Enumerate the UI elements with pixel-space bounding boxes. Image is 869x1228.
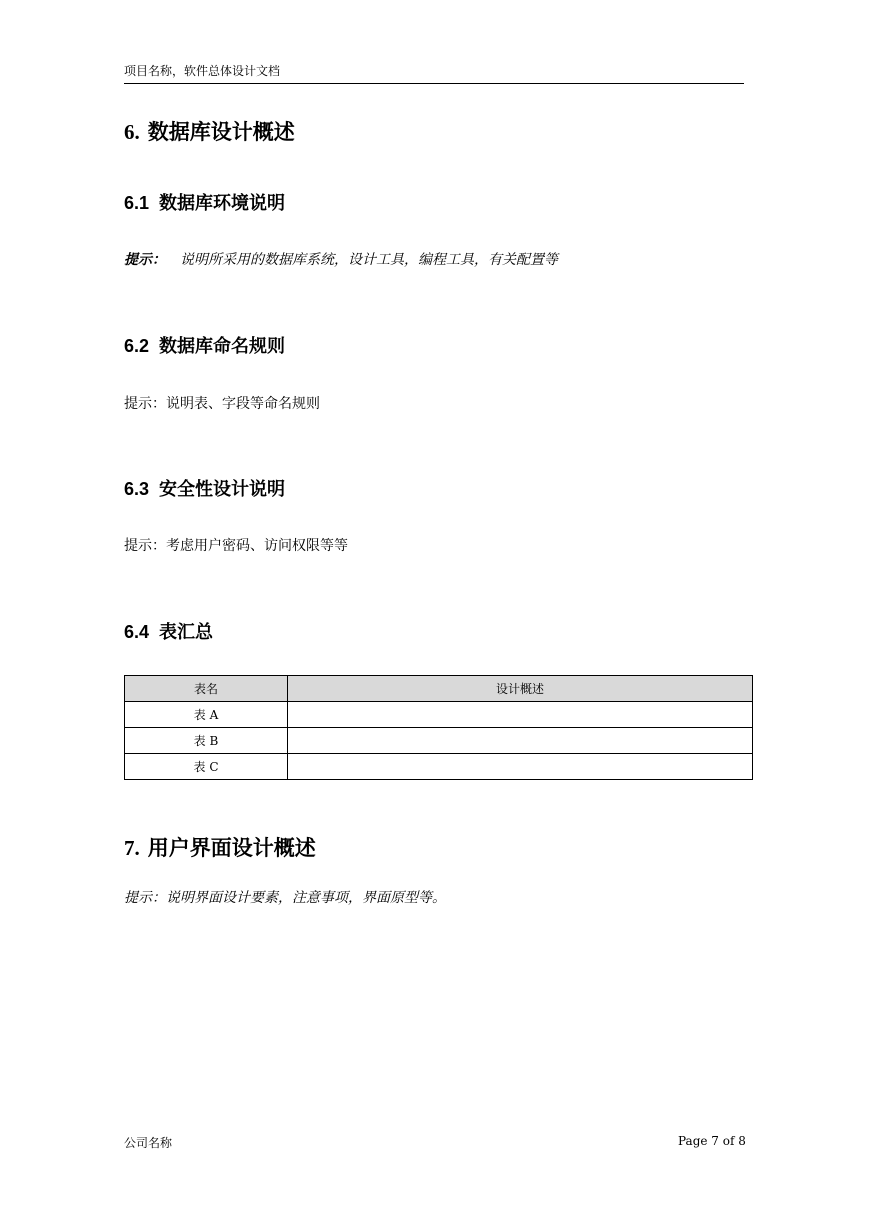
table-header-name: 表名: [125, 676, 288, 702]
hint-6-2: 提示：说明表、字段等命名规则: [124, 396, 320, 412]
header-text: 项目名称，软件总体设计文档: [124, 64, 281, 78]
table-cell-name: 表 B: [125, 728, 288, 754]
hint-6-1-label: 提示：: [124, 252, 166, 268]
table-header-description: 设计概述: [288, 676, 753, 702]
table-cell-name: 表 A: [125, 702, 288, 728]
heading-6-1-number: 6.1: [124, 193, 150, 213]
table-cell-description: [288, 728, 753, 754]
heading-6-title: 数据库设计概述: [147, 120, 295, 144]
hint-7: 提示：说明界面设计要素，注意事项，界面原型等。: [124, 890, 446, 906]
heading-6-3: [124, 475, 285, 501]
heading-6-1: [124, 189, 285, 215]
heading-6-3-title: 安全性设计说明: [159, 479, 286, 500]
table-row: [125, 702, 753, 728]
table-header-row: [125, 676, 753, 702]
heading-6-4: [124, 618, 213, 644]
footer-page-number: Page 7 of 8: [678, 1134, 746, 1148]
heading-6-4-title: 表汇总: [159, 622, 214, 643]
heading-6-2-number: 6.2: [124, 336, 150, 356]
hint-6-1-text: 说明所采用的数据库系统，设计工具，编程工具，有关配置等: [180, 252, 558, 268]
table-cell-description: [288, 754, 753, 780]
heading-6-1-title: 数据库环境说明: [159, 193, 286, 214]
heading-7: [124, 832, 316, 862]
heading-7-number: 7.: [124, 836, 140, 860]
heading-6: [124, 116, 295, 146]
page-header: [124, 62, 744, 84]
table-cell-description: [288, 702, 753, 728]
table-row: [125, 754, 753, 780]
footer-company: 公司名称: [124, 1136, 173, 1150]
table-cell-name: 表 C: [125, 754, 288, 780]
hint-6-3: 提示：考虑用户密码、访问权限等等: [124, 538, 348, 554]
table-summary: [124, 675, 753, 780]
table-row: [125, 728, 753, 754]
heading-6-2-title: 数据库命名规则: [159, 336, 286, 357]
heading-6-number: 6.: [124, 120, 140, 144]
heading-6-4-number: 6.4: [124, 622, 150, 642]
heading-7-title: 用户界面设计概述: [147, 836, 316, 860]
heading-6-2: [124, 332, 285, 358]
hint-6-1: [124, 249, 558, 269]
heading-6-3-number: 6.3: [124, 479, 150, 499]
